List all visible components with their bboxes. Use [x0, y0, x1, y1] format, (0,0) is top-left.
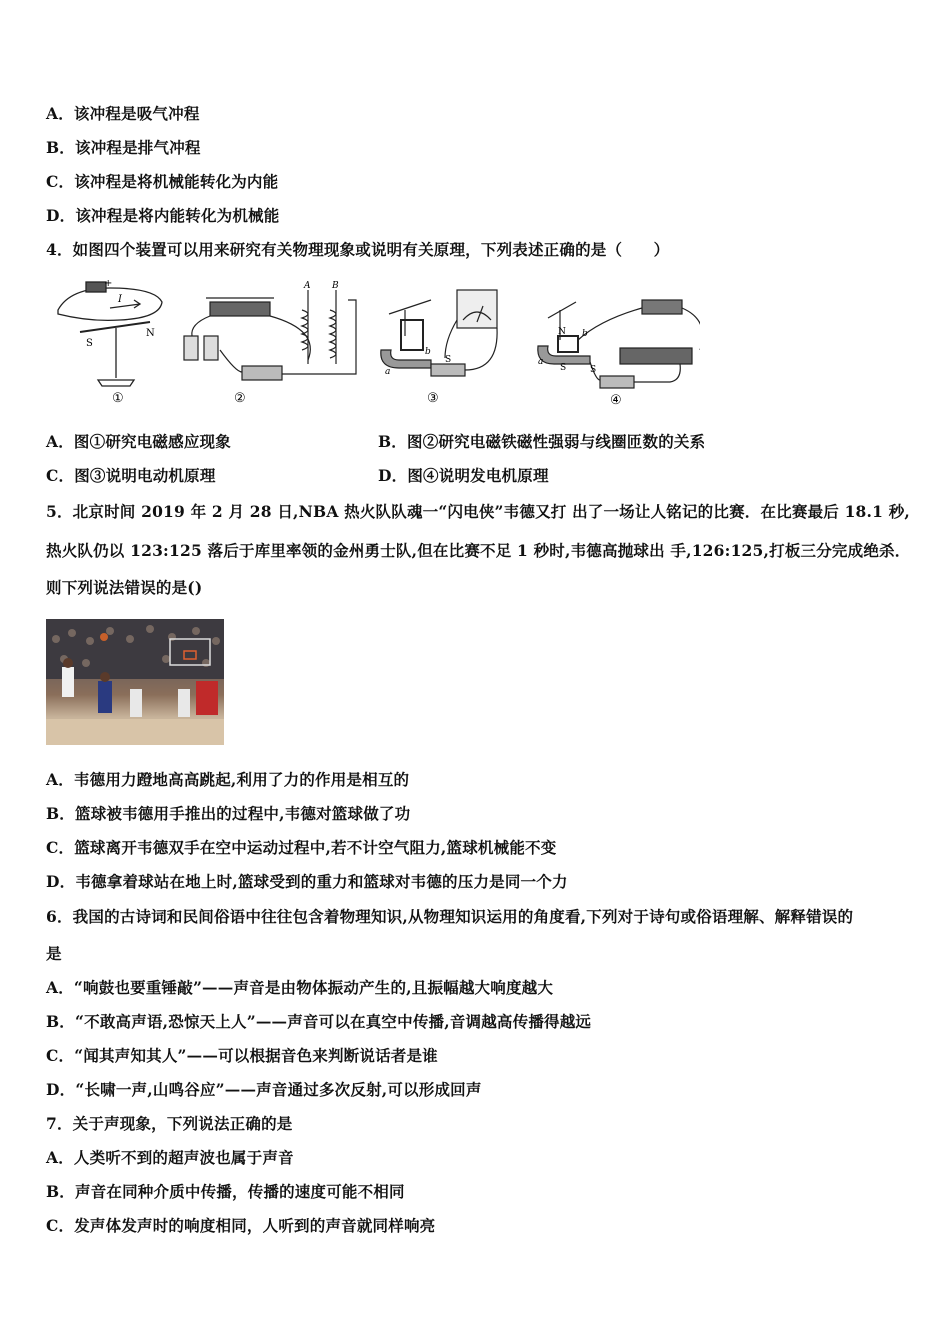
- q6-option-a: A．“响鼓也要重锤敲”——声音是由物体振动产生的,且振幅越大响度越大: [46, 978, 554, 997]
- s-pole-label: S: [86, 338, 93, 349]
- figure-1-label: ①: [112, 391, 124, 406]
- q4-option-a: A．图①研究电磁感应现象: [46, 432, 231, 451]
- figure-1-oersted: [50, 280, 170, 408]
- q5-option-d: D．韦德拿着球站在地上时,篮球受到的重力和篮球对韦德的压力是同一个力: [46, 872, 568, 891]
- q6-option-c: C．“闻其声知其人”——可以根据音色来判断说话者是谁: [46, 1046, 438, 1065]
- figure-4-generator: [530, 280, 700, 408]
- a-label: a: [538, 357, 544, 367]
- q7-option-a: A．人类听不到的超声波也属于声音: [46, 1148, 294, 1167]
- q5-option-a: A．韦德用力蹬地高高跳起,利用了力的作用是相互的: [46, 770, 410, 789]
- figure-3-label: ③: [427, 391, 439, 406]
- b-label: b: [582, 329, 588, 339]
- q3-option-b: B．该冲程是排气冲程: [46, 138, 201, 157]
- figure-2-electromagnet: [180, 280, 365, 408]
- q5-stem-line-1: 5．北京时间 2019 年 2 月 28 日,NBA 热火队队魂一“闪电侠”韦德又打 出了一场让人铭记的比赛．在比赛最后 18.1 秒,: [46, 502, 911, 521]
- q7-stem: 7．关于声现象，下列说法正确的是: [46, 1114, 293, 1133]
- n-pole-label: N: [146, 328, 155, 339]
- magnet-b-label: B: [332, 281, 339, 291]
- basketball-photo: [46, 619, 224, 745]
- n-label: N: [558, 327, 566, 337]
- wire-b-label: b: [425, 347, 431, 357]
- q4-stem: 4．如图四个装置可以用来研究有关物理现象或说明有关原理，下列表述正确的是（ ）: [46, 240, 670, 259]
- q3-option-d: D．该冲程是将内能转化为机械能: [46, 206, 280, 225]
- q6-stem-line-2: 是: [46, 944, 62, 963]
- s-label: S: [560, 363, 567, 373]
- q4-option-c: C．图③说明电动机原理: [46, 466, 216, 485]
- figure-2-label: ②: [234, 391, 246, 406]
- plus-label: +: [104, 280, 113, 289]
- magnet-a-label: A: [304, 281, 311, 291]
- q4-option-b: B．图②研究电磁铁磁性强弱与线圈匝数的关系: [378, 432, 706, 451]
- q7-option-b: B．声音在同种介质中传播，传播的速度可能不相同: [46, 1182, 405, 1201]
- current-label: I: [118, 294, 122, 305]
- q4-figures: [50, 280, 710, 408]
- wire-a-label: a: [385, 367, 391, 377]
- q5-option-c: C．篮球离开韦德双手在空中运动过程中,若不计空气阻力,篮球机械能不变: [46, 838, 557, 857]
- q7-option-c: C．发声体发声时的响度相同，人听到的声音就同样响亮: [46, 1216, 436, 1235]
- switch-label: S: [590, 365, 597, 375]
- q5-option-b: B．篮球被韦德用手推出的过程中,韦德对篮球做了功: [46, 804, 411, 823]
- q6-option-b: B．“不敢高声语,恐惊天上人”——声音可以在真空中传播,音调越高传播得越远: [46, 1012, 592, 1031]
- q6-option-d: D．“长啸一声,山鸣谷应”——声音通过多次反射,可以形成回声: [46, 1080, 482, 1099]
- q6-stem-line-1: 6．我国的古诗词和民间俗语中往往包含着物理知识,从物理知识运用的角度看,下列对于诗句或俗语理解、解释错误的: [46, 907, 854, 926]
- q5-stem-line-2: 热火队仍以 123:125 落后于库里率领的金州勇士队,但在比赛不足 1 秒时,韦德高抛球出 手,126:125,打板三分完成绝杀．: [46, 541, 911, 560]
- switch-s-label: S: [445, 355, 452, 365]
- q3-option-c: C．该冲程是将机械能转化为内能: [46, 172, 279, 191]
- q3-option-a: A．该冲程是吸气冲程: [46, 104, 200, 123]
- figure-3-motor: [375, 280, 515, 408]
- q4-option-d: D．图④说明发电机原理: [378, 466, 549, 485]
- q5-stem-line-3: 则下列说法错误的是(): [46, 578, 203, 597]
- figure-4-label: ④: [610, 393, 622, 408]
